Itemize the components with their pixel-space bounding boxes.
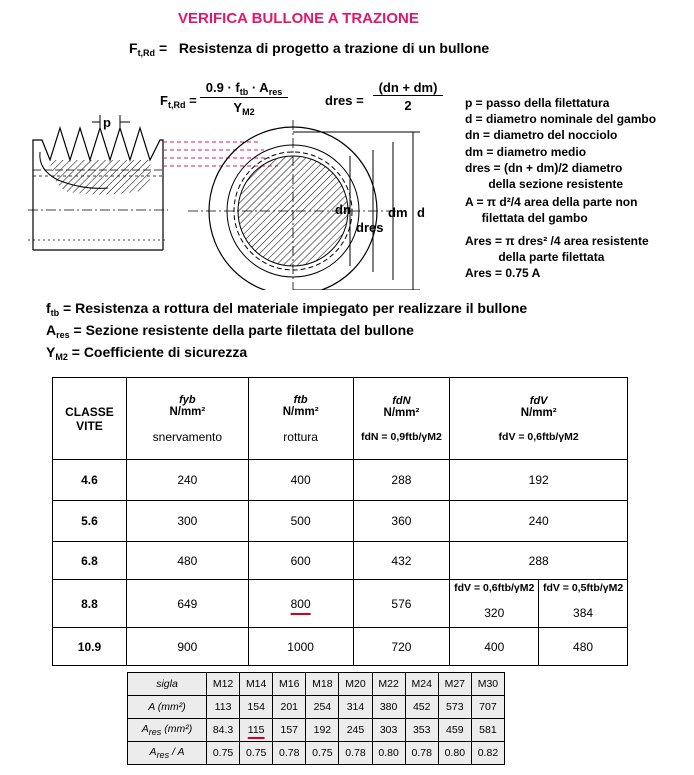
thread-section-view: [188, 120, 400, 290]
dres-lhs: dres =: [325, 93, 364, 108]
dres-fraction: $\frac{(dn + dm)}{2}$: [373, 80, 443, 113]
formula-fraction: $0.9 \cdot f_{tb} \cdot A_{res}$ $Y_{M2}$: [200, 80, 288, 117]
legend-line: d = diametro nominale del gambo: [465, 112, 657, 127]
table-row: 5.6 300 500 360 240: [53, 501, 628, 542]
legend-line: dn = diametro del nocciolo: [465, 128, 618, 143]
legend-line: filettata del gambo: [465, 211, 588, 226]
table-row: 10.9 900 1000 720 400 480: [53, 628, 628, 666]
thread-side-view: [28, 115, 168, 250]
def-ftb: $f_{tb}$ = Resistenza a rottura del materiale impiegato per realizzare il bullone: [46, 300, 528, 318]
legend: [465, 95, 656, 281]
highlighted-value: 115: [247, 724, 265, 736]
def-ares: $A_{res}$ = Sezione resistente della parte filettata del bullone: [46, 322, 414, 340]
legend-line: Ares = 0.75 A: [465, 266, 541, 281]
table-row: 4.6 240 400 288 192: [53, 460, 628, 501]
legend-line: dres = (dn + dm)/2 diametro: [465, 160, 623, 175]
legend-line: della sezione resistente: [465, 177, 624, 192]
bolt-class-table: [52, 377, 628, 666]
legend-line: Ares = π dres² /4 area resistente: [465, 233, 649, 248]
dm-label: dm: [388, 205, 408, 220]
legend-line: p = passo della filettatura: [465, 96, 610, 110]
table-row: sigla M12 M14 M16 M18 M20 M22 M24 M27 M30: [128, 673, 505, 696]
header-fyb: fyb N/mm² snervamento: [126, 378, 248, 460]
table-row: 6.8 480 600 432 288: [53, 542, 628, 580]
header-fdn: fdN N/mm² fdN = 0,9ftb/γM2: [353, 378, 450, 460]
highlighted-value: 800: [290, 596, 311, 611]
table-row: Ares (mm²) 84.3 115 157 192 245 303 353 459 581: [128, 719, 505, 742]
table-row: Ares / A 0.75 0.75 0.78 0.75 0.78 0.80 0.78 0.80 0.82: [128, 742, 505, 765]
dres-label: dres: [356, 220, 384, 235]
projection-lines: [163, 142, 278, 166]
legend-line: dm = diametro medio: [465, 144, 587, 159]
table-header-row: [53, 378, 628, 460]
legend-line: della parte filettata: [465, 249, 605, 264]
header-classe: CLASSE VITE: [53, 378, 127, 460]
legend-line: A = π d²/4 area della parte non: [465, 195, 638, 210]
def-ym2: $Y_{M2}$ = Coefficiente di sicurezza: [46, 344, 248, 362]
header-ftb: ftb N/mm² rottura: [248, 378, 353, 460]
pitch-label: p: [103, 115, 111, 130]
definition-line: $F_{t,Rd}$ = Resistenza di progetto a trazione di un bullone: [129, 40, 490, 58]
bolt-diagram: [28, 110, 448, 290]
dn-label: dn: [335, 202, 351, 217]
formula-lhs: $F_{t,Rd}$ =: [160, 93, 197, 110]
header-fdv: fdV N/mm² fdV = 0,6ftb/γM2: [450, 378, 628, 460]
table-row: A (mm²) 113 154 201 254 314 380 452 573 707: [128, 696, 505, 719]
d-label: d: [417, 205, 425, 220]
table-row: 8.8 649 800 576 fdV = 0,6ftb/γM2 320 fdV = 0,5ftb/γM2 384: [53, 580, 628, 628]
page-title: VERIFICA BULLONE A TRAZIONE: [178, 10, 419, 27]
bolt-size-table: [127, 672, 505, 765]
